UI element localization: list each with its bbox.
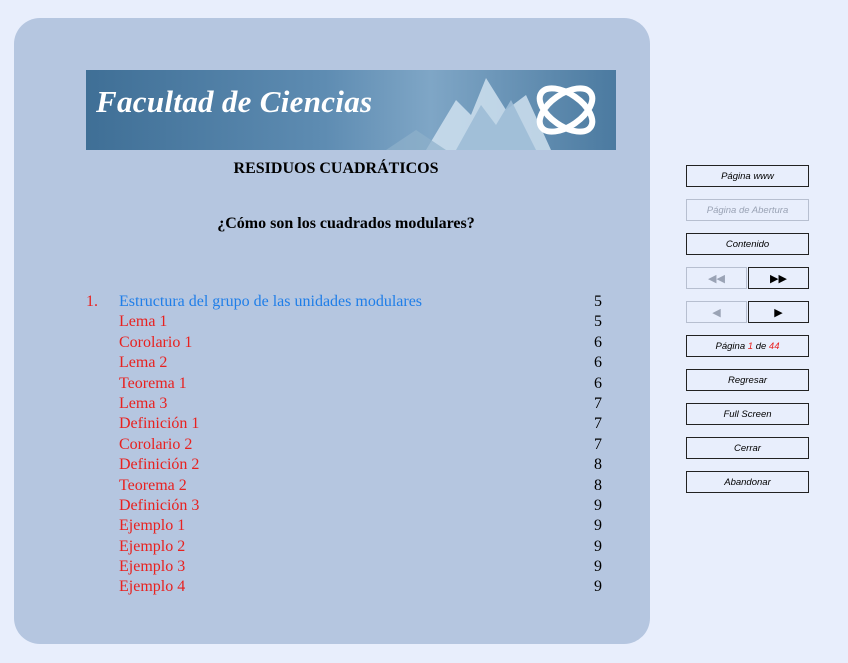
- toc-page: 9: [594, 578, 602, 596]
- toc-row[interactable]: [86, 312, 606, 332]
- toc-link[interactable]: Corolario 1: [119, 333, 193, 351]
- toc-row[interactable]: [86, 496, 606, 516]
- previous-page-button[interactable]: [686, 301, 747, 323]
- toc-page: 8: [594, 476, 602, 494]
- toc-page: 9: [594, 537, 602, 555]
- toc-link[interactable]: Lema 3: [119, 394, 168, 412]
- toc-page: 7: [594, 415, 602, 433]
- university-logo-icon: [526, 72, 606, 148]
- toc-link[interactable]: Ejemplo 1: [119, 517, 186, 535]
- toc-page: 6: [594, 374, 602, 392]
- toc-link[interactable]: Lema 2: [119, 354, 168, 372]
- toc-row[interactable]: [86, 394, 606, 414]
- toc-link[interactable]: Ejemplo 4: [119, 578, 186, 596]
- toc-row[interactable]: [86, 353, 606, 373]
- pagina-abertura-button[interactable]: Página de Abertura: [686, 199, 809, 221]
- document-subtitle: ¿Cómo son los cuadrados modulares?: [217, 215, 475, 232]
- toc-page: 8: [594, 456, 602, 474]
- toc-row[interactable]: [86, 516, 606, 536]
- left-icon: ◀: [712, 306, 721, 319]
- toc-row[interactable]: [86, 537, 606, 557]
- toc-page: 6: [594, 354, 602, 372]
- toc-row[interactable]: [86, 435, 606, 455]
- toc-row[interactable]: [86, 577, 606, 597]
- last-page-button[interactable]: [748, 267, 809, 289]
- toc-row[interactable]: [86, 414, 606, 434]
- right-icon: ▶: [774, 306, 783, 319]
- page-total: 44: [768, 340, 780, 352]
- toc-row[interactable]: [86, 292, 606, 312]
- banner-title: Facultad de Ciencias: [96, 84, 373, 119]
- toc-row[interactable]: [86, 557, 606, 577]
- toc-link[interactable]: Teorema 2: [119, 476, 187, 494]
- toc-row[interactable]: [86, 476, 606, 496]
- next-page-button[interactable]: [748, 301, 809, 323]
- toc-row[interactable]: [86, 333, 606, 353]
- toc-number: 1.: [86, 293, 98, 310]
- document-title: RESIDUOS CUADRÁTICOS: [233, 160, 439, 177]
- first-page-button[interactable]: [686, 267, 747, 289]
- faculty-banner: [86, 70, 616, 150]
- toc-link[interactable]: Ejemplo 3: [119, 558, 186, 576]
- toc-page: 9: [594, 558, 602, 576]
- double-right-icon: ▶▶: [770, 272, 787, 285]
- page-of: de: [755, 340, 767, 352]
- toc-page: 5: [594, 313, 602, 331]
- contenido-button[interactable]: Contenido: [686, 233, 809, 255]
- toc-page: 9: [594, 496, 602, 514]
- toc-link[interactable]: Definición 2: [119, 456, 200, 474]
- toc-link[interactable]: Ejemplo 2: [119, 537, 186, 555]
- toc-link[interactable]: Estructura del grupo de las unidades modulares: [119, 293, 423, 310]
- toc-link[interactable]: Definición 1: [119, 415, 200, 433]
- toc-row[interactable]: [86, 374, 606, 394]
- full-screen-button[interactable]: Full Screen: [686, 403, 809, 425]
- toc-page: 6: [594, 333, 602, 351]
- page-word: Página: [715, 340, 746, 352]
- page-indicator: [686, 335, 809, 357]
- pagina-www-button[interactable]: Página www: [686, 165, 809, 187]
- regresar-button[interactable]: Regresar: [686, 369, 809, 391]
- toc-link[interactable]: Lema 1: [119, 313, 168, 331]
- abandonar-button[interactable]: Abandonar: [686, 471, 809, 493]
- toc-link[interactable]: Corolario 2: [119, 435, 193, 453]
- double-left-icon: ◀◀: [708, 272, 725, 285]
- toc-page: 5: [594, 293, 602, 310]
- cerrar-button[interactable]: Cerrar: [686, 437, 809, 459]
- toc-link[interactable]: Definición 3: [119, 496, 200, 514]
- toc-row[interactable]: [86, 455, 606, 475]
- toc-link[interactable]: Teorema 1: [119, 374, 187, 392]
- toc-page: 7: [594, 394, 602, 412]
- toc-page: 7: [594, 435, 602, 453]
- toc-page: 9: [594, 517, 602, 535]
- page-current: 1: [747, 340, 754, 352]
- table-of-contents: [86, 292, 606, 598]
